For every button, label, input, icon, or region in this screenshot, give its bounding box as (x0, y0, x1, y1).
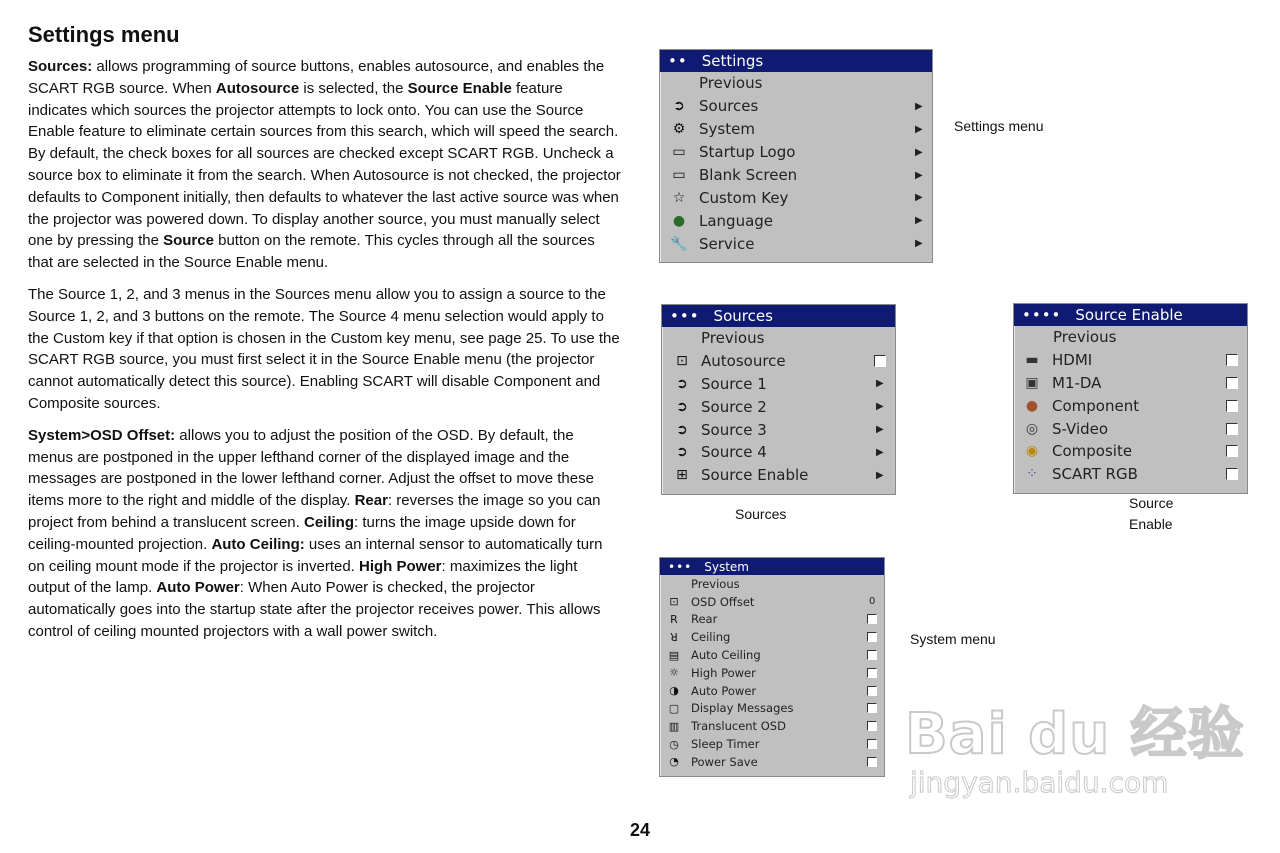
previous-item[interactable]: Previous (701, 329, 765, 348)
sources-menu-title: ••• Sources (662, 305, 895, 327)
sources-menu (661, 304, 896, 495)
paragraph-source-menus: The Source 1, 2, and 3 menus in the Sources menu allow you to assign a source to the Source 1, 2, and 3 buttons on the remote. The Source 4 menu selection would apply to the Custom key if that option is chosen in the Custom key menu, see page 25. To use the SCART RGB source, you must first select it in the Source Enable menu (the projector cannot automatically detect this source). Enabling SCART will disable Component and Composite sources. (28, 285, 620, 412)
submenu-arrow-icon: ▶ (915, 146, 923, 158)
source-enable-menu-title: •••• Source Enable (1014, 304, 1247, 326)
logo-icon: ▭ (672, 144, 686, 161)
checkbox[interactable] (867, 757, 877, 767)
osd-offset-value: 0 (869, 596, 876, 608)
system-option-icon: ☼ (669, 666, 679, 680)
checkbox[interactable] (867, 686, 877, 696)
sources-item-source-1[interactable]: ➲ Source 1 ▶ (662, 373, 895, 396)
source-enable-item-hdmi[interactable]: ▬ HDMI (1014, 349, 1247, 372)
submenu-arrow-icon: ▶ (876, 446, 884, 458)
settings-item-system[interactable]: ⚙ System ▶ (660, 118, 932, 141)
osd-offset-item[interactable]: ⊡ OSD Offset 0 (660, 593, 884, 611)
paragraph-osd-offset: System>OSD Offset: allows you to adjust the position of the OSD. By default, the menus are postponed in the upper lefthand corner of the displayed image and the messages are postponed in the lower lefthand corner. Adjust the offset to move these items more to the right and middle of the display. Rear: reverses the image so you can project from behind a translucent screen. Ceiling: turns the image upside down for ceiling-mounted projection. Auto Ceiling: uses an internal sensor to automatically turn on ceiling mount mode if the projector is inverted. High Power: maximizes the light output of the lamp. Auto Power: When Auto Power is checked, the projector automatically goes into the startup state after the projector receives power. This allows control of ceiling mounted projectors with a wall power switch. (28, 426, 603, 640)
system-item-display-messages[interactable]: ▢ Display Messages (660, 700, 884, 718)
sources-item-source-4[interactable]: ➲ Source 4 ▶ (662, 441, 895, 464)
submenu-arrow-icon: ▶ (876, 378, 884, 390)
paragraph-sources: Sources: allows programming of source buttons, enables autosource, and enables the SCART RGB source. When Autosource is selected, the Source Enable feature indicates which sources the projector attempts to lock onto. You can use the Source Enable feature to eliminate certain sources from this search, which will speed the search. By default, the check boxes for all sources are checked except SCART RGB. Uncheck a source box to eliminate it from the search. When Autosource is not checked, the projector defaults to Component initially, then defaults to whatever the last active source was when the projector was powered down. To display another source, you must manually select one by pressing the Source button on the remote. This cycles through all the sources that are selected in the Source Enable menu. (28, 58, 621, 272)
source-enable-caption: Source Enable (1129, 495, 1174, 532)
system-item-translucent-osd[interactable]: ▥ Translucent OSD (660, 717, 884, 735)
system-menu-title: ••• System (660, 558, 884, 575)
connector-icon: ◎ (1025, 420, 1039, 437)
checkbox[interactable] (867, 703, 877, 713)
settings-menu-caption: Settings menu (954, 118, 1044, 134)
watermark-url: jingyan.baidu.com (910, 766, 1169, 799)
watermark-logo: Bai du 经验 (905, 702, 1245, 767)
system-item-ceiling[interactable]: ꓤ Ceiling (660, 628, 884, 646)
submenu-arrow-icon: ▶ (915, 238, 923, 250)
settings-item-service[interactable]: 🔧 Service ▶ (660, 232, 932, 255)
checkbox[interactable] (867, 632, 877, 642)
settings-item-startup-logo[interactable]: ▭ Startup Logo ▶ (660, 141, 932, 164)
submenu-arrow-icon: ▶ (915, 192, 923, 204)
submenu-arrow-icon: ▶ (876, 424, 884, 436)
system-option-icon: ◑ (669, 684, 679, 698)
checkbox[interactable] (1226, 468, 1238, 480)
checkbox[interactable] (867, 650, 877, 660)
submenu-arrow-icon: ▶ (915, 100, 923, 112)
system-item-sleep-timer[interactable]: ◷ Sleep Timer (660, 735, 884, 753)
source-enable-item-s-video[interactable]: ◎ S-Video (1014, 417, 1247, 440)
source-enable-item-composite[interactable]: ◉ Composite (1014, 440, 1247, 463)
system-option-icon: R (670, 612, 678, 626)
source-enable-menu (1013, 303, 1248, 494)
system-item-rear[interactable]: R Rear (660, 611, 884, 629)
submenu-arrow-icon: ▶ (915, 123, 923, 135)
blank-screen-icon: ▭ (672, 167, 686, 183)
source-icon: ➲ (676, 375, 688, 392)
checkbox[interactable] (1226, 400, 1238, 412)
system-menu (659, 557, 885, 777)
system-option-icon: ◔ (669, 755, 679, 769)
connector-icon: ▬ (1025, 352, 1039, 369)
source-icon: ➲ (676, 444, 688, 461)
source-icon: ➲ (676, 421, 688, 438)
settings-item-language[interactable]: ● Language ▶ (660, 209, 932, 232)
document-body (28, 22, 622, 653)
connector-icon: ▣ (1025, 374, 1039, 391)
connector-icon: ◉ (1025, 443, 1039, 460)
settings-menu-title: •• Settings (660, 50, 932, 72)
checkbox[interactable] (1226, 445, 1238, 457)
system-item-high-power[interactable]: ☼ High Power (660, 664, 884, 682)
source-enable-item-m1-da[interactable]: ▣ M1-DA (1014, 372, 1247, 395)
autosource-icon: ⊡ (676, 353, 688, 370)
submenu-arrow-icon: ▶ (915, 169, 923, 181)
checkbox[interactable] (1226, 423, 1238, 435)
previous-item[interactable]: Previous (691, 576, 740, 591)
previous-item[interactable]: Previous (1053, 328, 1117, 347)
system-option-icon: ꓤ (670, 630, 678, 644)
checkbox[interactable] (867, 614, 877, 624)
sources-item-source-3[interactable]: ➲ Source 3 ▶ (662, 418, 895, 441)
source-enable-icon: ⊞ (676, 467, 688, 484)
source-enable-item-component[interactable]: ● Component (1014, 394, 1247, 417)
star-icon: ☆ (672, 189, 686, 206)
checkbox[interactable] (867, 739, 877, 749)
sources-menu-caption: Sources (735, 506, 787, 522)
page-number: 24 (629, 820, 651, 840)
system-item-power-save[interactable]: ◔ Power Save (660, 753, 884, 771)
source-enable-item-scart-rgb[interactable]: ⁘ SCART RGB (1014, 463, 1247, 486)
submenu-arrow-icon: ▶ (915, 215, 923, 227)
source-icon: ➲ (673, 98, 685, 115)
system-item-auto-power[interactable]: ◑ Auto Power (660, 682, 884, 700)
submenu-arrow-icon: ▶ (876, 401, 884, 413)
checkbox[interactable] (1226, 377, 1238, 389)
checkbox[interactable] (1226, 354, 1238, 366)
settings-item-blank-screen[interactable]: ▭ Blank Screen ▶ (660, 164, 932, 187)
osd-offset-icon: ⊡ (669, 595, 679, 609)
settings-menu (659, 49, 933, 263)
system-icon: ⚙ (672, 121, 686, 138)
system-option-icon: ▢ (668, 701, 680, 715)
sources-item-source-enable[interactable]: ⊞ Source Enable ▶ (662, 464, 895, 487)
page-title: Settings menu (28, 22, 180, 47)
previous-item[interactable]: Previous (699, 74, 763, 93)
globe-icon: ● (672, 212, 686, 229)
checkbox[interactable] (867, 721, 877, 731)
source-icon: ➲ (676, 398, 688, 415)
connector-icon: ● (1025, 397, 1039, 414)
system-option-icon: ◷ (669, 737, 679, 751)
system-menu-caption: System menu (910, 631, 996, 647)
checkbox[interactable] (867, 668, 877, 678)
autosource-item[interactable]: ⊡ Autosource (662, 350, 895, 373)
sources-item-source-2[interactable]: ➲ Source 2 ▶ (662, 395, 895, 418)
settings-item-sources[interactable]: ➲ Sources ▶ (660, 95, 932, 118)
connector-icon: ⁘ (1026, 466, 1038, 483)
system-option-icon: ▥ (668, 719, 680, 733)
system-option-icon: ▤ (668, 648, 680, 662)
settings-item-custom-key[interactable]: ☆ Custom Key ▶ (660, 186, 932, 209)
wrench-icon: 🔧 (670, 235, 688, 252)
autosource-checkbox[interactable] (874, 355, 886, 367)
submenu-arrow-icon: ▶ (876, 469, 884, 481)
system-item-auto-ceiling[interactable]: ▤ Auto Ceiling (660, 646, 884, 664)
